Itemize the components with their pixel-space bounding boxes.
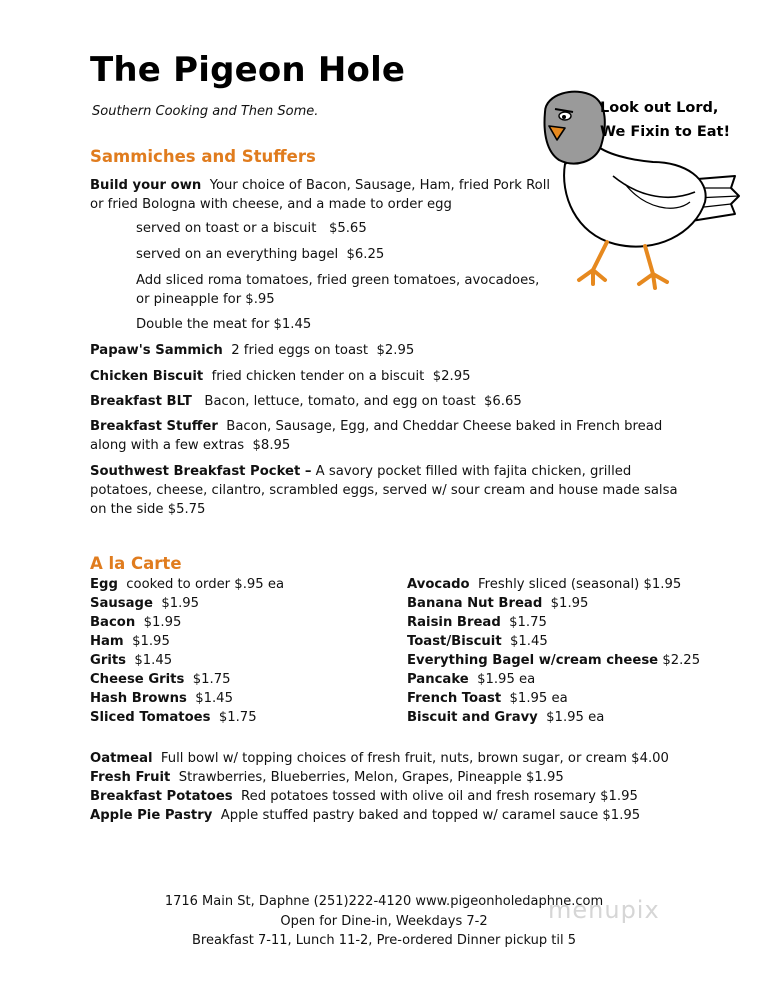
list-item: Oatmeal Full bowl w/ topping choices of fresh fruit, nuts, brown sugar, or cream $4.00 [90,751,669,766]
list-item: Biscuit and Gravy $1.95 ea [407,710,605,725]
list-item: French Toast $1.95 ea [407,691,568,706]
list-item: Hash Browns $1.45 [90,691,233,706]
footer [0,892,768,951]
menu-item-desc: Your choice of Bacon, Sausage, Ham, fried Pork Roll [209,178,551,193]
list-item: Egg cooked to order $.95 ea [90,577,285,592]
list-item: Breakfast Potatoes Red potatoes tossed with olive oil and fresh rosemary $1.95 [90,789,638,804]
build-your-own [90,176,610,214]
alacarte-heading: A la Carte [90,554,182,573]
menu-item: Southwest Breakfast Pocket – A savory pocket filled with fajita chicken, grilled potatoes, cheese, cilantro, scrambled eggs, served w/ sour cream and house made salsa on the side $5.75 [90,464,678,517]
list-item: Ham $1.95 [90,634,170,649]
footer-hours: Open for Dine-in, Weekdays 7-2 [280,913,488,929]
menu-item-name: Southwest Breakfast Pocket – [90,464,312,479]
menu-item-name: Build your own [90,178,202,193]
build-option: served on toast or a biscuit $5.65 [136,221,367,236]
menu-item-desc: or fried Bologna with cheese, and a made to order egg [90,197,452,212]
build-option: served on an everything bagel $6.25 [136,247,385,262]
menu-item-name: Papaw's Sammich [90,343,223,358]
list-item: Sausage $1.95 [90,596,200,611]
list-item: Avocado Freshly sliced (seasonal) $1.95 [407,577,682,592]
list-item: Cheese Grits $1.75 [90,672,231,687]
list-item: Grits $1.45 [90,653,173,668]
list-item: Fresh Fruit Strawberries, Blueberries, Melon, Grapes, Pineapple $1.95 [90,770,564,785]
extras-list [90,749,710,825]
menu-item: Breakfast Stuffer Bacon, Sausage, Egg, and Cheddar Cheese baked in French bread along with a few extras $8.95 [90,419,663,453]
list-item: Sliced Tomatoes $1.75 [90,710,257,725]
speech-caption [600,96,730,144]
alacarte-left-column [90,575,390,727]
menu-item-name: Breakfast Stuffer [90,419,218,434]
menu-item: Chicken Biscuit fried chicken tender on a biscuit $2.95 [90,369,471,384]
menu-item: Papaw's Sammich 2 fried eggs on toast $2.95 [90,343,415,358]
speech-line-2: We Fixin to Eat! [600,124,731,140]
alacarte-right-column [407,575,707,727]
page-title: The Pigeon Hole [90,50,406,90]
tagline: Southern Cooking and Then Some. [92,104,319,119]
menu-item: Breakfast BLT Bacon, lettuce, tomato, and egg on toast $6.65 [90,394,522,409]
menu-item-name: Breakfast BLT [90,394,192,409]
watermark: menupix [548,896,660,924]
list-item: Toast/Biscuit $1.45 [407,634,548,649]
sammiches-heading: Sammiches and Stuffers [90,147,316,166]
list-item: Pancake $1.95 ea [407,672,536,687]
list-item: Banana Nut Bread $1.95 [407,596,589,611]
footer-meals: Breakfast 7-11, Lunch 11-2, Pre-ordered Dinner pickup til 5 [192,933,576,948]
speech-line-1: Look out Lord, [600,100,719,116]
footer-address: 1716 Main St, Daphne (251)222-4120 www.pigeonholedaphne.com [164,894,604,909]
menu-item-name: Chicken Biscuit [90,369,204,384]
list-item: Everything Bagel w/cream cheese $2.25 [407,653,701,668]
list-item: Apple Pie Pastry Apple stuffed pastry baked and topped w/ caramel sauce $1.95 [90,808,641,823]
list-item: Raisin Bread $1.75 [407,615,547,630]
build-option: Double the meat for $1.45 [136,317,312,332]
list-item: Bacon $1.95 [90,615,182,630]
build-option: Add sliced roma tomatoes, fried green tomatoes, avocadoes, or pineapple for $.95 [136,273,540,307]
